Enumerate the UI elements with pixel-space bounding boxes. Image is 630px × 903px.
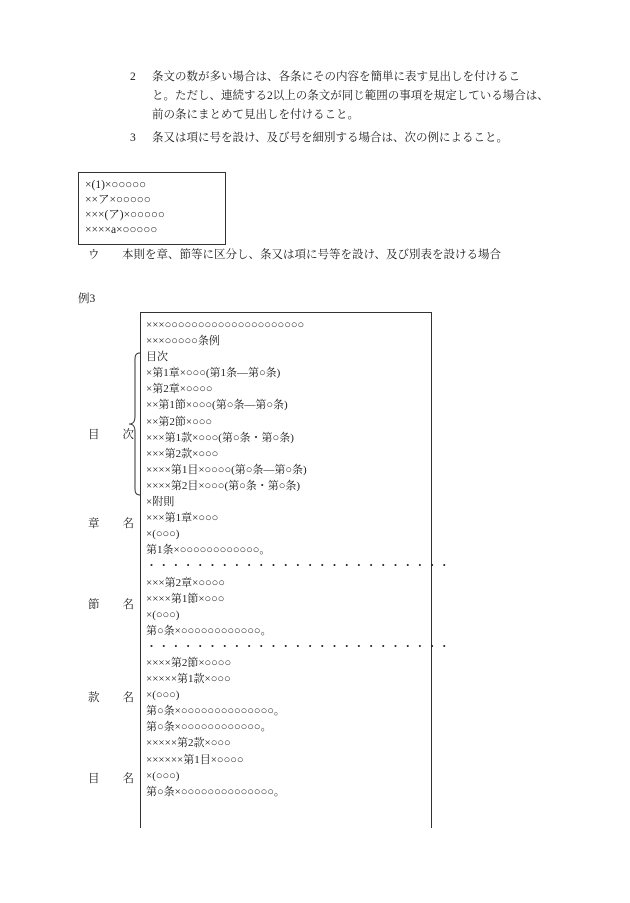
numbered-item (130, 129, 550, 148)
example-line: ×××××第2款×○○○ (146, 737, 231, 750)
example-line: ××××××第1目×○○○○ (146, 753, 244, 766)
item-line: と。ただし、連続する2以上の条文が同じ範囲の事項を規定している場合は、 (152, 90, 549, 102)
example-line: ×(○○○) (146, 769, 180, 782)
example-line: ×××○○○○○条例 (146, 335, 220, 348)
example-line: ×××(ア)×○○○○○ (85, 209, 165, 221)
example-box-large (140, 312, 451, 828)
example-line: ×××××第1款×○○○ (146, 673, 231, 686)
side-label-shomei: 章 名 (88, 518, 134, 530)
side-label-setsumei: 節 名 (88, 599, 134, 611)
example-label: 例3 (78, 293, 96, 305)
example-line: 第○条×○○○○○○○○○○○○。 (146, 624, 272, 637)
example-line: ××××第1目×○○○○(第○条―第○条) (146, 463, 307, 476)
example-line: 第○条×○○○○○○○○○○○○。 (146, 721, 272, 734)
example-line: 目次 (146, 351, 168, 364)
item-body (152, 129, 550, 148)
example-line: ××××第2節×○○○○ (146, 656, 232, 669)
example-line: 第○条×○○○○○○○○○○○○○○。 (146, 705, 285, 718)
side-label-kanmei: 款 名 (88, 692, 134, 704)
side-label-mokuji: 目 次 (88, 429, 134, 441)
sub-item-u (88, 246, 501, 262)
example-line: ××第1節×○○○(第○条―第○条) (146, 399, 288, 412)
item-body (152, 68, 550, 125)
example-line: ××××第2目×○○○(第○条・第○条) (146, 479, 301, 492)
item-line: 条文の数が多い場合は、各条にその内容を簡単に表す見出しを付けるこ (152, 71, 520, 83)
example-line: ×(1)×○○○○○ (85, 179, 147, 191)
example-line: 第○条×○○○○○○○○○○○○○○。 (146, 785, 285, 798)
example-line: ×××第2款×○○○ (146, 447, 219, 460)
example-line: ×(○○○) (146, 608, 180, 621)
example-box-small (78, 172, 226, 245)
item-line: 前の条にまとめて見出しを付けること。 (152, 109, 359, 121)
side-label-mokumei: 目 名 (88, 773, 134, 785)
item-number: 2 (130, 71, 136, 83)
example-line: ×××○○○○○○○○○○○○○○○○○○○○○ (146, 319, 305, 331)
example-line-dots: ・・・・・・・・・・・・・・・・・・・・・・・・・ (146, 640, 451, 653)
example-line-dots: ・・・・・・・・・・・・・・・・・・・・・・・・・ (146, 560, 451, 573)
example-line: ×××第1款×○○○(第○条・第○条) (146, 431, 294, 444)
item-line: 条又は項に号を設け、及び号を細別する場合は、次の例によること。 (152, 132, 509, 144)
top-numbered-block (130, 68, 550, 152)
example-line: 第1条×○○○○○○○○○○○○。 (146, 544, 271, 557)
example-line: ×××第1章×○○○ (146, 512, 219, 525)
sub-item-marker: ウ (88, 249, 100, 261)
example-line: ×(○○○) (146, 528, 180, 541)
sub-item-text: 本則を章、節等に区分し、条又は項に号等を設け、及び別表を設ける場合 (122, 249, 502, 261)
numbered-item (130, 68, 550, 125)
example-line: ×第1章×○○○(第1条―第○条) (146, 367, 281, 380)
example-line: ××第2節×○○○ (146, 415, 213, 428)
example-line: ×第2章×○○○○ (146, 383, 213, 396)
example-line: ×(○○○) (146, 689, 180, 702)
example-line: ××××a×○○○○○ (85, 224, 158, 236)
example-line: ×××第2章×○○○○ (146, 576, 225, 589)
example-line: ××××第1節×○○○ (146, 592, 225, 605)
example-line: ×附則 (146, 496, 175, 509)
example-line: ××ア×○○○○○ (85, 194, 151, 206)
item-number: 3 (130, 132, 136, 144)
